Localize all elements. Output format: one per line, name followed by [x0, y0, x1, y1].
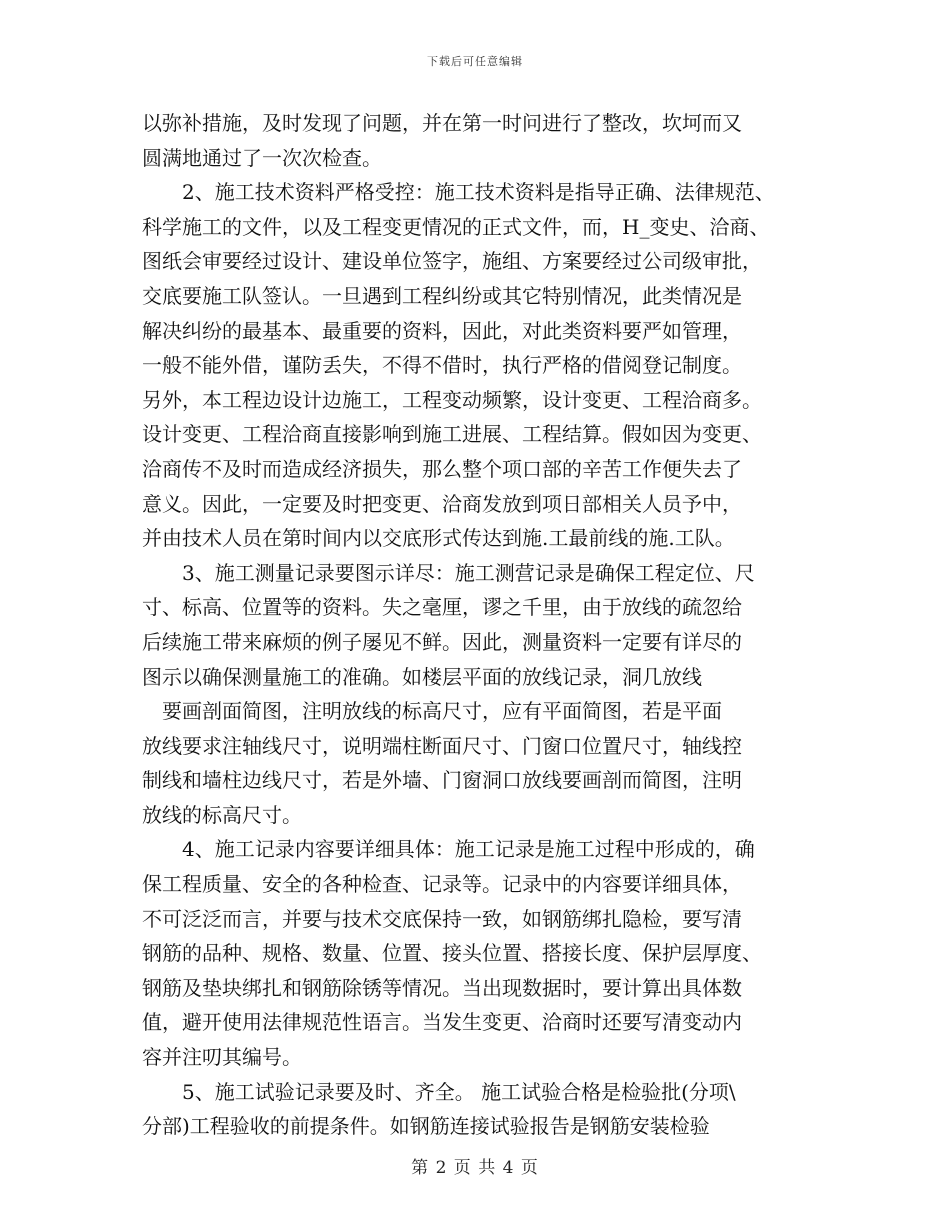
text-line: 交底要施工队签认。一旦遇到工程纠纷或其它特别情况，此类情况是	[142, 283, 742, 308]
text-line: 科学施工的文件，以及工程变更情况的正式文件，而，H_变史、洽商、	[142, 214, 770, 239]
text-line: 一般不能外借，谨防丢失，不得不借时，执行严格的借阅登记制度。	[142, 353, 742, 378]
text-line: 不可泛泛而言，并要与技术交底保持一致，如钢筋绑扎隐检，要写清	[142, 906, 742, 931]
text-line: 要画剖面简图，注明放线的标高尺寸，应有平面简图，若是平面	[162, 699, 722, 724]
paragraph-start-line: 5、施工试验记录要及时、齐全。 施工试验合格是检验批(分项\	[182, 1079, 736, 1104]
text-line: 分部)工程验收的前提条件。如钢筋连接试验报告是钢筋安装检验	[142, 1114, 710, 1139]
text-line: 设计变更、工程洽商直接影响到施工进展、工程结算。假如因为变更、	[142, 422, 762, 447]
text-line: 解决纠纷的最基本、最重要的资料，因此，对此类资料要严如管理，	[142, 318, 742, 343]
paragraph-start-line: 3、施工测量记录要图示详尽：施工测营记录是确保工程定位、尺	[182, 560, 755, 585]
page-footer: 第 2 页 共 4 页	[411, 1158, 539, 1178]
text-line: 意义。因此，一定要及时把变更、洽商发放到项日部相关人员予中，	[142, 491, 742, 516]
text-line: 寸、标高、位置等的资料。失之毫厘，谬之千里，由于放线的疏忽给	[142, 595, 742, 620]
text-line: 并由技术人员在第时间内以交底形式传达到施.工最前线的施.工队。	[142, 526, 735, 551]
text-line: 图示以确保测量施工的准确。如楼层平面的放线记录，洞几放线	[142, 664, 702, 689]
text-line: 圆满地通过了一次次检查。	[142, 145, 382, 170]
text-line: 钢筋的品种、规格、数量、位置、接头位置、搭接长度、保护层厚度、	[142, 941, 762, 966]
paragraph-start-line: 4、施工记录内容要详细具体：施工记录是施工过程中形成的，确	[182, 837, 755, 862]
text-line: 值，避开使用法律规范性语言。当发生变更、洽商时还要写清变动内	[142, 1010, 742, 1035]
text-line: 钢筋及垫块绑扎和钢筋除锈等情况。当出现数据时，要计算出具体数	[142, 975, 742, 1000]
text-line: 放线的标高尺寸。	[142, 802, 302, 827]
text-line: 容并注叨其编号。	[142, 1045, 302, 1070]
paragraph-start-line: 2、施工技术资料严格受控：施工技术资料是指导正确、法律规范、	[182, 180, 775, 205]
document-body	[142, 106, 822, 1144]
text-line: 后续施工带来麻烦的例子屡见不鲜。因此，测量资料一定要有详尽的	[142, 629, 742, 654]
text-line: 另外，本工程边设计边施工，工程变动频繁，设计变更、工程洽商多。	[142, 387, 762, 412]
text-line: 以弥补措施，及时发现了问题，并在第一时问进行了整改，坎坷而又	[142, 111, 742, 135]
text-line: 放线要求注轴线尺寸，说明端柱断面尺寸、门窗口位置尺寸，轴线控	[142, 733, 742, 758]
text-line: 保工程质量、安全的各种检查、记录等。记录中的内容要详细具体，	[142, 872, 742, 897]
text-line: 洽商传不及时而造成经济损失，那么整个项口部的辛苦工作便失去了	[142, 456, 742, 481]
text-line: 制线和墙柱边线尺寸，若是外墙、门窗洞口放线要画剖而简图，注明	[142, 768, 742, 793]
text-line: 图纸会审要经过设计、建设单位签字，施组、方案要经过公司级审批，	[142, 249, 762, 274]
page-header: 下载后可任意编辑	[427, 55, 523, 68]
